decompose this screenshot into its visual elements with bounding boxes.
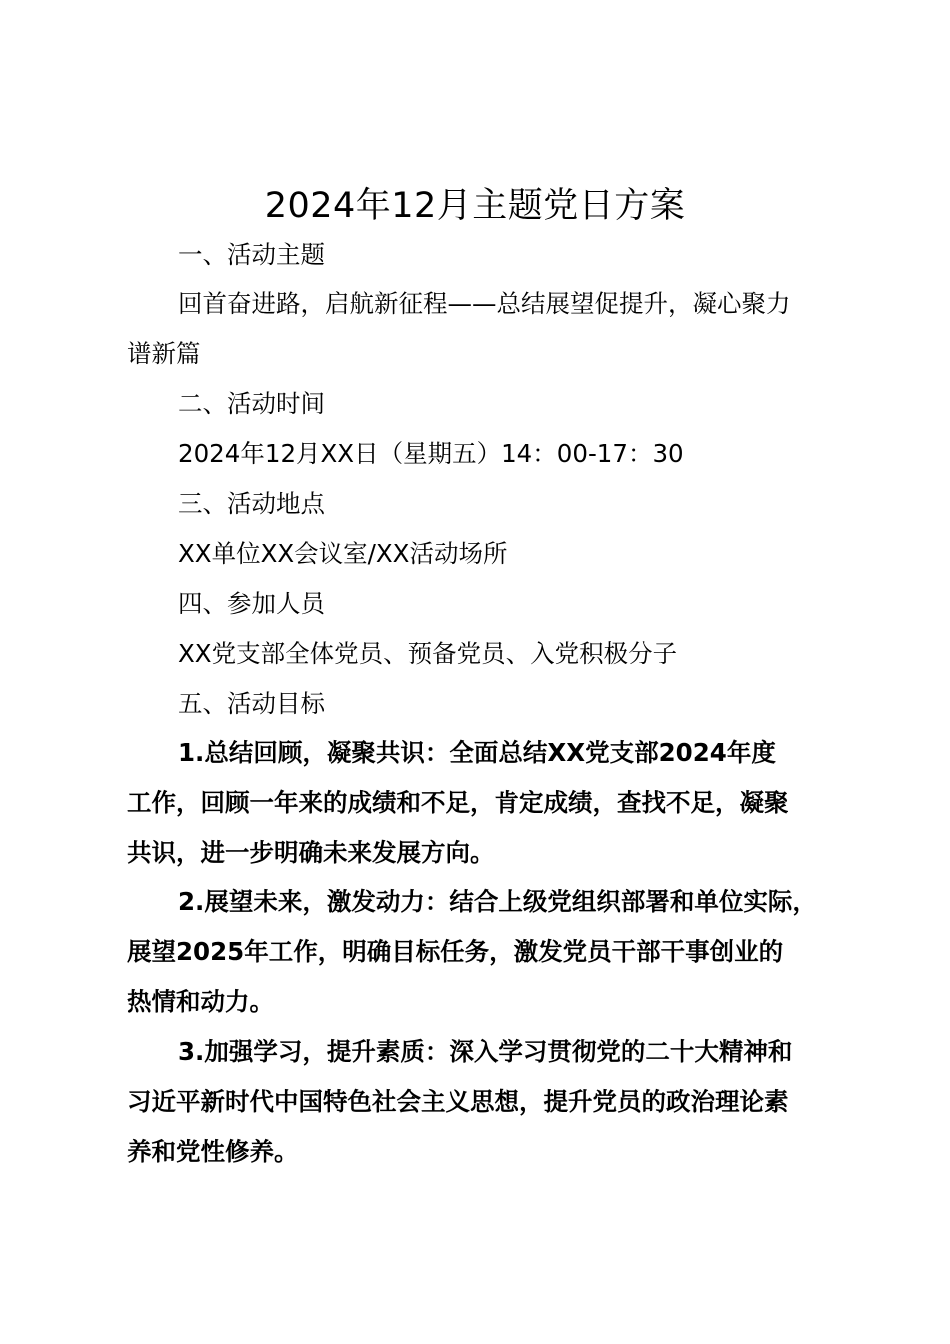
goal-2-line-1: 2.展望未来，激发动力：结合上级党组织部署和单位实际，	[178, 887, 817, 916]
time-heading: 二、活动时间	[178, 389, 325, 418]
theme-text-line-1: 回首奋进路，启航新征程——总结展望促提升，凝心聚力	[178, 289, 791, 318]
goal-1-line-3: 共识，进一步明确未来发展方向。	[127, 838, 495, 867]
goal-2-line-3: 热情和动力。	[127, 987, 274, 1016]
theme-text-line-2: 谱新篇	[127, 339, 201, 368]
goal-1-line-2: 工作，回顾一年来的成绩和不足，肯定成绩，查找不足，凝聚	[127, 788, 789, 817]
goal-3-line-3: 养和党性修养。	[127, 1137, 299, 1166]
goal-2-line-2: 展望2025年工作，明确目标任务，激发党员干部干事创业的	[127, 937, 784, 966]
time-value: 2024年12月XX日（星期五）14：00-17：30	[178, 439, 684, 468]
theme-heading: 一、活动主题	[178, 240, 325, 269]
goal-3-line-2: 习近平新时代中国特色社会主义思想，提升党员的政治理论素	[127, 1087, 789, 1116]
location-value: XX单位XX会议室/XX活动场所	[178, 539, 508, 568]
goals-heading: 五、活动目标	[178, 689, 325, 718]
document-title: 2024年12月主题党日方案	[264, 186, 686, 226]
goal-3-line-1: 3.加强学习，提升素质：深入学习贯彻党的二十大精神和	[178, 1037, 793, 1066]
participants-heading: 四、参加人员	[178, 589, 325, 618]
goal-1-line-1: 1.总结回顾，凝聚共识：全面总结XX党支部2024年度	[178, 738, 776, 767]
location-heading: 三、活动地点	[178, 489, 325, 518]
participants-value: XX党支部全体党员、预备党员、入党积极分子	[178, 639, 678, 668]
